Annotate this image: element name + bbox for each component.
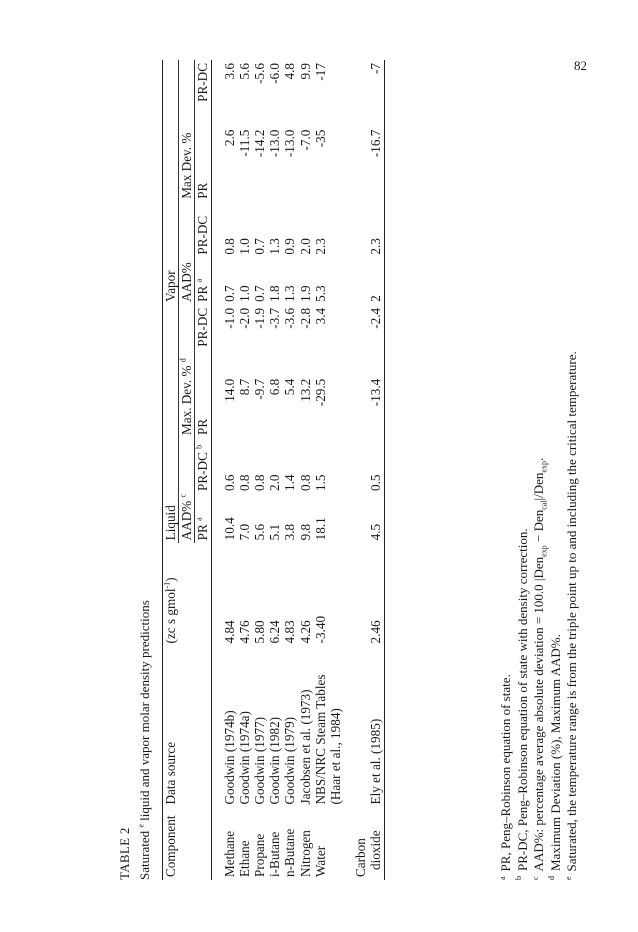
- header-vapor-maxdev: Max Dev. %: [179, 60, 195, 202]
- rotated-table-block: [118, 60, 618, 880]
- header-v-max-prdc: PR-DC: [195, 60, 211, 127]
- header-liquid-maxdev: Max. Dev. % $^d$: [179, 305, 195, 438]
- table-row: i-Butane Goodwin (1982) 6.24 5.1 2.0 6.8 -3.7 1.8 1.3 -13.0 -6.0: [267, 63, 283, 877]
- header-liquid-aad: AAD% $^c$: [179, 438, 195, 543]
- header-component: Component: [163, 807, 179, 880]
- footnote-c: $^c$AAD%: percentage average absolute deviation = 100.0 |Den$_{exp}$ − Den$_{cal}$|/Den$_{exp}$.: [530, 457, 549, 880]
- header-zc: (zc s gmol$^{-1}$): [163, 543, 179, 646]
- table-row: dioxide Ely et al. (1985) 2.46 4.5 0.5 -13.4 -2.4 2 2.3 -16.7 -7: [368, 60, 384, 880]
- header-l-max-prdc: PR-DC: [195, 305, 211, 376]
- table-row: n-Butane Goodwin (1979) 4.83 3.8 1.4 5.4 -3.6 1.3 0.9 -13.0 4.8: [282, 63, 298, 877]
- header-liquid: Liquid: [163, 305, 179, 544]
- header-l-aad-prdc: PR-DC $^b$: [195, 438, 211, 494]
- footnote-a: $^a$PR, Peng–Robinson equation of state.: [497, 674, 513, 880]
- header-vapor-aad: AAD%: [179, 202, 195, 305]
- table-label: TABLE 2: [117, 827, 132, 880]
- footnotes: [498, 60, 581, 880]
- header-data-source: Data source: [163, 646, 179, 807]
- density-table: [162, 60, 385, 880]
- table-row: Propane Goodwin (1977) 5.80 5.6 0.8 -9.7 -1.9 0.7 0.7 -14.2 -5.6: [252, 63, 268, 877]
- header-l-aad-pr: PR $^a$: [195, 494, 211, 543]
- header-v-aad-pr: PR $^a$: [195, 258, 211, 305]
- footnote-e: $^e$Saturated, the temperature range is from the triple point up to and including the critical temperature.: [563, 351, 579, 880]
- table-row: Methane Goodwin (1974b) 4.84 10.4 0.6 14.0 -1.0 0.7 0.8 2.6 3.6: [221, 63, 237, 877]
- header-v-aad-prdc: PR-DC: [195, 202, 211, 258]
- table-row: Carbon: [353, 838, 369, 877]
- header-vapor: Vapor: [163, 60, 179, 305]
- header-l-max-pr: PR: [195, 376, 211, 438]
- footnote-b: $^b$PR-DC, Peng–Robinson equation of state with density correction.: [514, 528, 530, 880]
- table-row: Water NBS/NRC Steam Tables -3.40 18.1 1.5 -29.5 3.4 5.3 2.3 -35 -17: [312, 63, 328, 877]
- footnote-d: $^d$Maximum Deviation (%), Maximum AAD%.: [547, 634, 563, 880]
- table-row: (Haar et al., 1984): [328, 708, 344, 805]
- header-v-max-pr: PR: [195, 127, 211, 202]
- table-title: Saturated $^e$ liquid and vapor molar density predictions: [136, 600, 152, 880]
- table-row: Ethane Goodwin (1974a) 4.76 7.0 0.8 8.7 -2.0 1.0 1.0 -11.5 5.6: [236, 63, 252, 877]
- page-number: 82: [574, 58, 587, 73]
- table-row: Nitrogen Jacobsen et al. (1973) 4.26 9.8 0.8 13.2 -2.8 1.9 2.0 -7.0 9.9: [297, 63, 313, 877]
